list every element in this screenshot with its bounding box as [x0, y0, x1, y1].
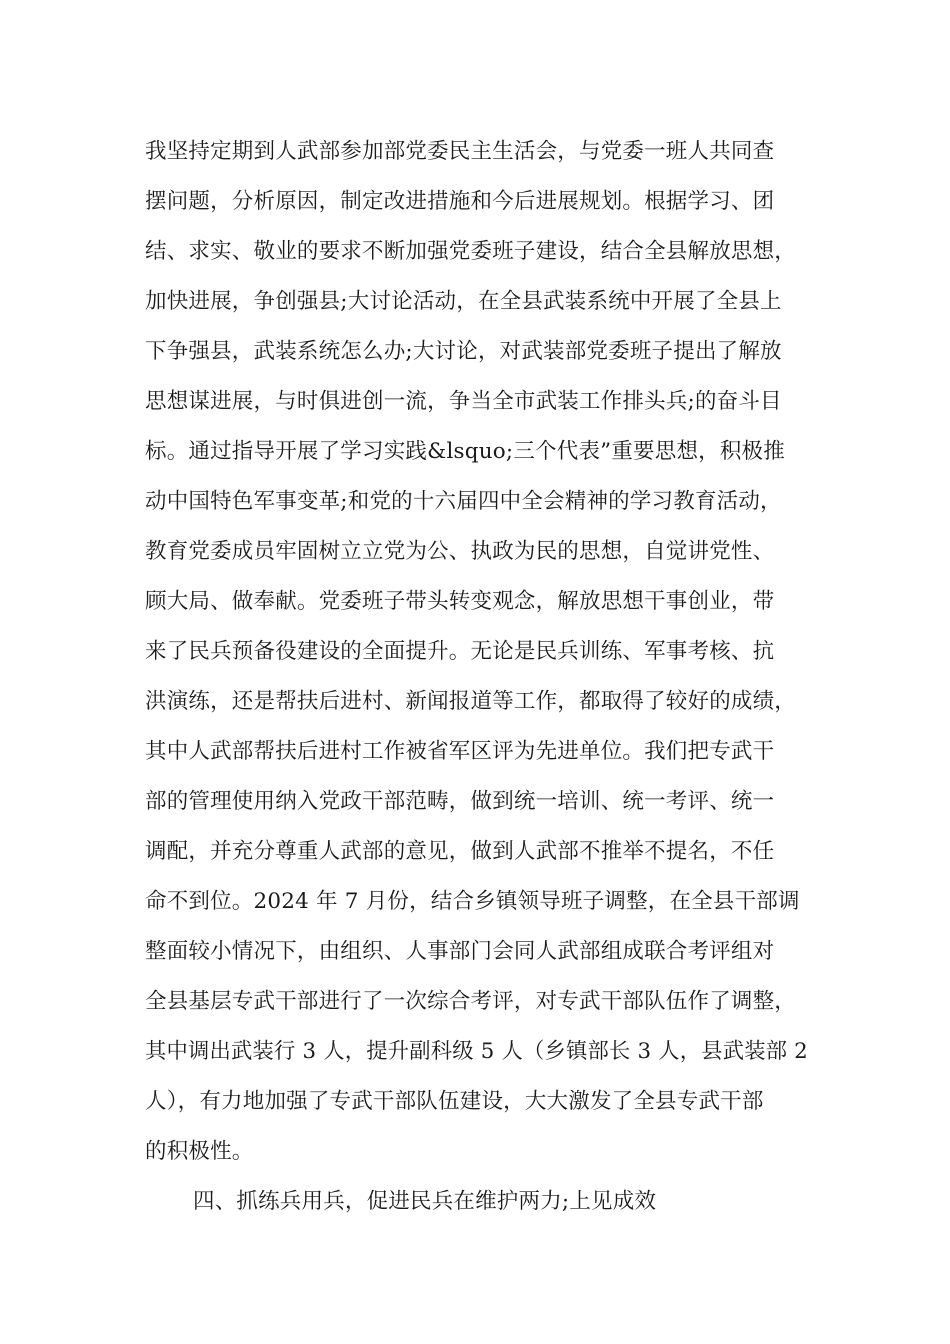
paragraph-line: 的积极性。	[145, 1139, 254, 1164]
paragraph-line: 下争强县，武装系统怎么办;大讨论，对武装部党委班子提出了解放	[145, 339, 782, 364]
paragraph-line: 我坚持定期到人武部参加部党委民主生活会，与党委一班人共同查	[145, 139, 775, 164]
paragraph-line: 全县基层专武干部进行了一次综合考评，对专武干部队伍作了调整，	[145, 989, 797, 1014]
paragraph-line: 其中调出武装行 3 人，提升副科级 5 人（乡镇部长 3 人，县武装部 2	[145, 1039, 808, 1064]
paragraph-line: 动中国特色军事变革;和党的十六届四中全会精神的学习教育活动，	[145, 489, 782, 514]
paragraph-line: 思想谋进展，与时俱进创一流，争当全市武装工作排头兵;的奋斗目	[145, 389, 782, 414]
paragraph-line: 整面较小情况下，由组织、人事部门会同人武部组成联合考评组对	[145, 939, 775, 964]
paragraph-line: 教育党委成员牢固树立立党为公、执政为民的思想，自觉讲党性、	[145, 539, 775, 564]
paragraph-line: 人），有力地加强了专武干部队伍建设，大大激发了全县专武干部	[145, 1089, 764, 1114]
paragraph-line: 调配，并充分尊重人武部的意见，做到人武部不推举不提名，不任	[145, 839, 775, 864]
paragraph-line: 命不到位。2024 年 7 月份，结合乡镇领导班子调整，在全县干部调	[145, 889, 800, 914]
paragraph-line: 来了民兵预备役建设的全面提升。无论是民兵训练、军事考核、抗	[145, 639, 775, 664]
section-heading: 四、抓练兵用兵，促进民兵在维护两力;上见成效	[193, 1189, 657, 1214]
paragraph-line: 洪演练，还是帮扶后进村、新闻报道等工作，都取得了较好的成绩，	[145, 689, 797, 714]
paragraph-line: 摆问题，分析原因，制定改进措施和今后进展规划。根据学习、团	[145, 189, 775, 214]
paragraph-line: 结、求实、敬业的要求不断加强党委班子建设，结合全县解放思想，	[145, 239, 797, 264]
paragraph-line: 加快进展，争创强县;大讨论活动，在全县武装系统中开展了全县上	[145, 289, 782, 314]
paragraph-line: 标。通过指导开展了学习实践&lsquo;三个代表”重要思想，积极推	[145, 439, 785, 464]
paragraph-line: 部的管理使用纳入党政干部范畴，做到统一培训、统一考评、统一	[145, 789, 775, 814]
paragraph-line: 顾大局、做奉献。党委班子带头转变观念，解放思想干事创业，带	[145, 589, 775, 614]
paragraph-line: 其中人武部帮扶后进村工作被省军区评为先进单位。我们把专武干	[145, 739, 775, 764]
